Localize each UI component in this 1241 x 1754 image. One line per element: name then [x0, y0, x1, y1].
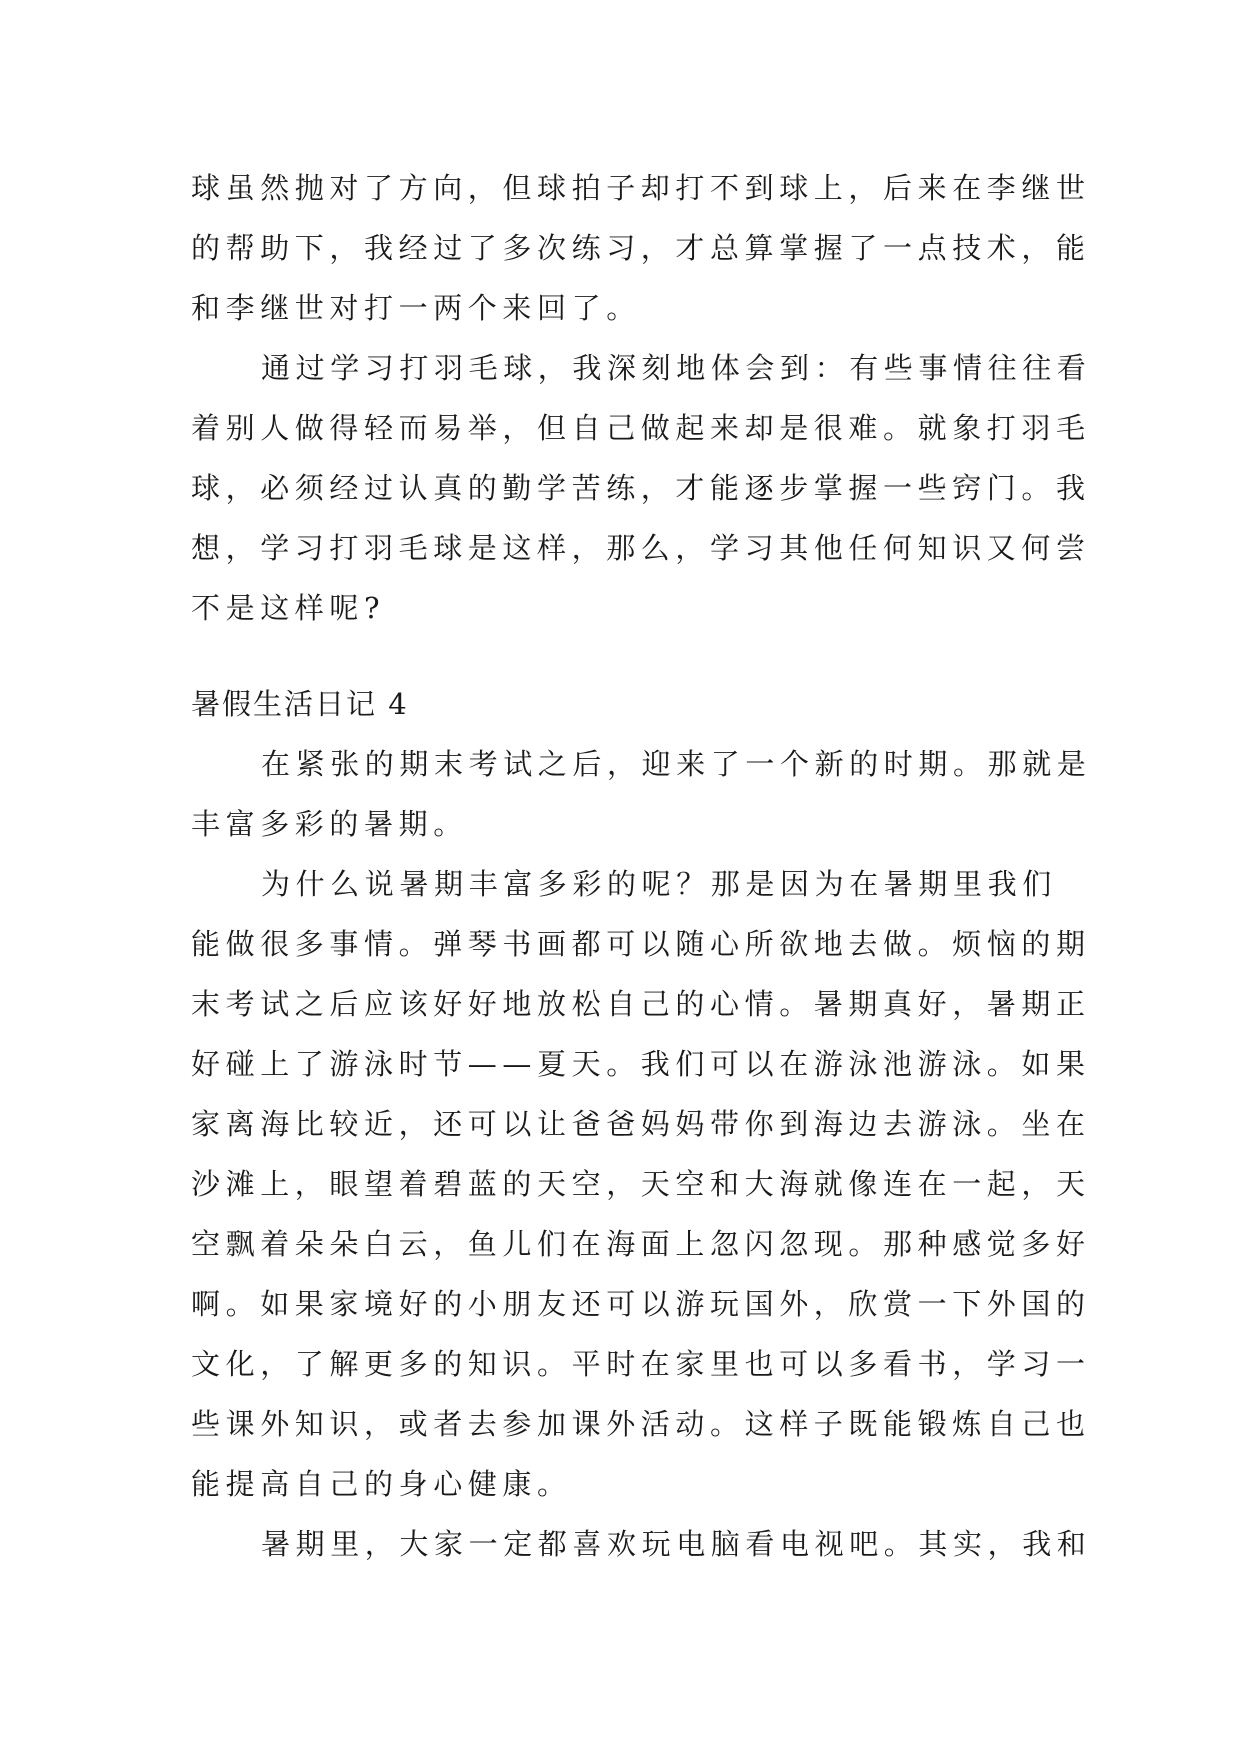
- text-line: 着别人做得轻而易举，但自己做起来却是很难。就象打羽毛: [191, 411, 1091, 445]
- text-line: 的帮助下，我经过了多次练习，才总算掌握了一点技术，能: [191, 231, 1091, 265]
- text-line: 在紧张的期末考试之后，迎来了一个新的时期。那就是: [261, 747, 1092, 781]
- document-page: [191, 158, 1092, 1574]
- text-line: 不是这样呢?: [191, 591, 386, 625]
- text-line: 末考试之后应该好好地放松自己的心情。暑期真好，暑期正: [191, 987, 1091, 1021]
- text-line: 通过学习打羽毛球，我深刻地体会到：有些事情往往看: [261, 351, 1092, 385]
- section-gap: [191, 638, 1057, 674]
- section-heading: 暑假生活日记 4: [191, 687, 409, 721]
- text-line: 空飘着朵朵白云，鱼儿们在海面上忽闪忽现。那种感觉多好: [191, 1227, 1091, 1261]
- text-line: 球虽然抛对了方向，但球拍子却打不到球上，后来在李继世: [191, 171, 1091, 205]
- text-line: 丰富多彩的暑期。: [191, 807, 468, 841]
- text-line: 啊。如果家境好的小朋友还可以游玩国外，欣赏一下外国的: [191, 1287, 1091, 1321]
- text-line: 好碰上了游泳时节——夏天。我们可以在游泳池游泳。如果: [191, 1047, 1091, 1081]
- text-line: 文化，了解更多的知识。平时在家里也可以多看书，学习一: [191, 1347, 1091, 1381]
- text-line: 和李继世对打一两个来回了。: [191, 291, 641, 325]
- text-line: 些课外知识，或者去参加课外活动。这样子既能锻炼自己也: [191, 1407, 1091, 1441]
- text-line: 能提高自己的身心健康。: [191, 1467, 572, 1501]
- text-line: 球，必须经过认真的勤学苦练，才能逐步掌握一些窍门。我: [191, 471, 1091, 505]
- text-line: 为什么说暑期丰富多彩的呢？那是因为在暑期里我们: [261, 867, 1057, 901]
- text-line: 想，学习打羽毛球是这样，那么，学习其他任何知识又何尝: [191, 531, 1091, 565]
- text-line: 家离海比较近，还可以让爸爸妈妈带你到海边去游泳。坐在: [191, 1107, 1091, 1141]
- text-line: 能做很多事情。弹琴书画都可以随心所欲地去做。烦恼的期: [191, 927, 1091, 961]
- text-line: 沙滩上，眼望着碧蓝的天空，天空和大海就像连在一起，天: [191, 1167, 1091, 1201]
- text-line: 暑期里，大家一定都喜欢玩电脑看电视吧。其实，我和: [261, 1527, 1092, 1561]
